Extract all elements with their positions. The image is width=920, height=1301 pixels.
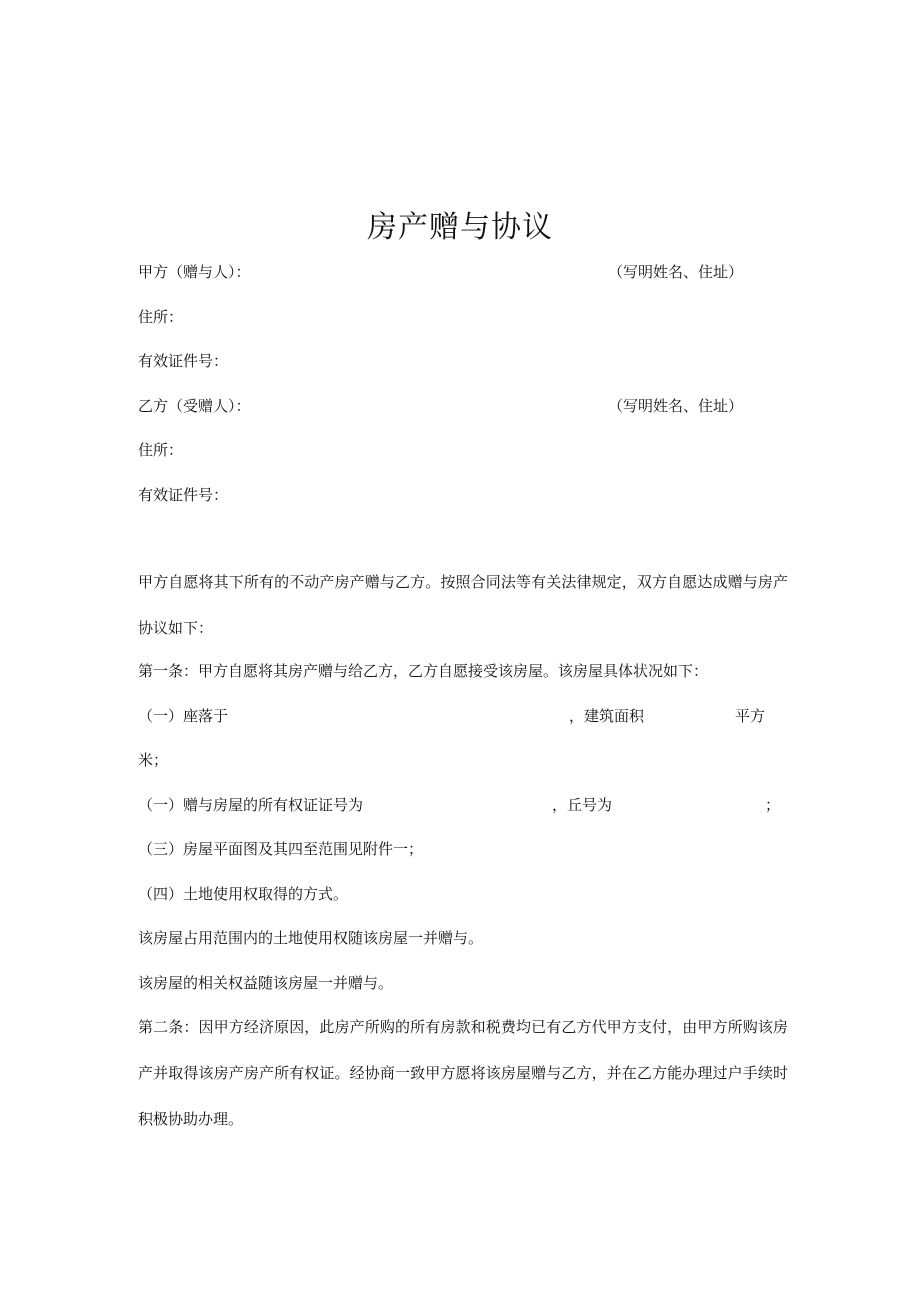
article1-item2-end: ； [765,796,781,814]
document-title: 房产赠与协议 [367,210,553,245]
party-b-id-label: 有效证件号： [138,486,229,504]
party-a-id-label: 有效证件号： [138,352,229,370]
article1-rights: 该房屋的相关权益随该房屋一并赠与。 [138,974,394,992]
article1-item4: （四）土地使用权取得的方式。 [138,885,349,903]
article1-item1-area: ，建筑面积 [569,707,645,725]
party-b-label: 乙方（受赠人）： [138,397,251,415]
article1-item1-unit: 平方 [735,707,766,725]
article1-item1-label: （一）座落于 [138,707,229,725]
party-a-label: 甲方（赠与人）： [138,263,251,281]
party-b-address-label: 住所： [138,441,184,459]
party-a-address-label: 住所： [138,308,184,326]
party-a-note: （写明姓名、住址） [608,263,744,281]
article1-heading: 第一条：甲方自愿将其房产赠与给乙方，乙方自愿接受该房屋。该房屋具体状况如下： [138,662,709,680]
article1-land: 该房屋占用范围内的土地使用权随该房屋一并赠与。 [138,929,484,947]
article1-item3: （三）房屋平面图及其四至范围见附件一； [138,840,424,858]
article1-item2-label: （一）赠与房屋的所有权证证号为 [138,796,364,814]
article2-paragraph: 第二条：因甲方经济原因，此房产所购的所有房款和税费均已有乙方代甲方支付，由甲方所购该房产并取得该房产房产所有权证。经协商一致甲方愿将该房屋赠与乙方，并在乙方能办理过户手续时积极协助办理。 [138,1018,788,1128]
intro-paragraph: 甲方自愿将其下所有的不动产房产赠与乙方。按照合同法等有关法律规定，双方自愿达成赠与房产协议如下： [138,573,788,637]
article1-item1-unit-cont: 米； [138,751,169,769]
article1-item2-hill: ，丘号为 [552,796,613,814]
party-b-note: （写明姓名、住址） [608,397,744,415]
